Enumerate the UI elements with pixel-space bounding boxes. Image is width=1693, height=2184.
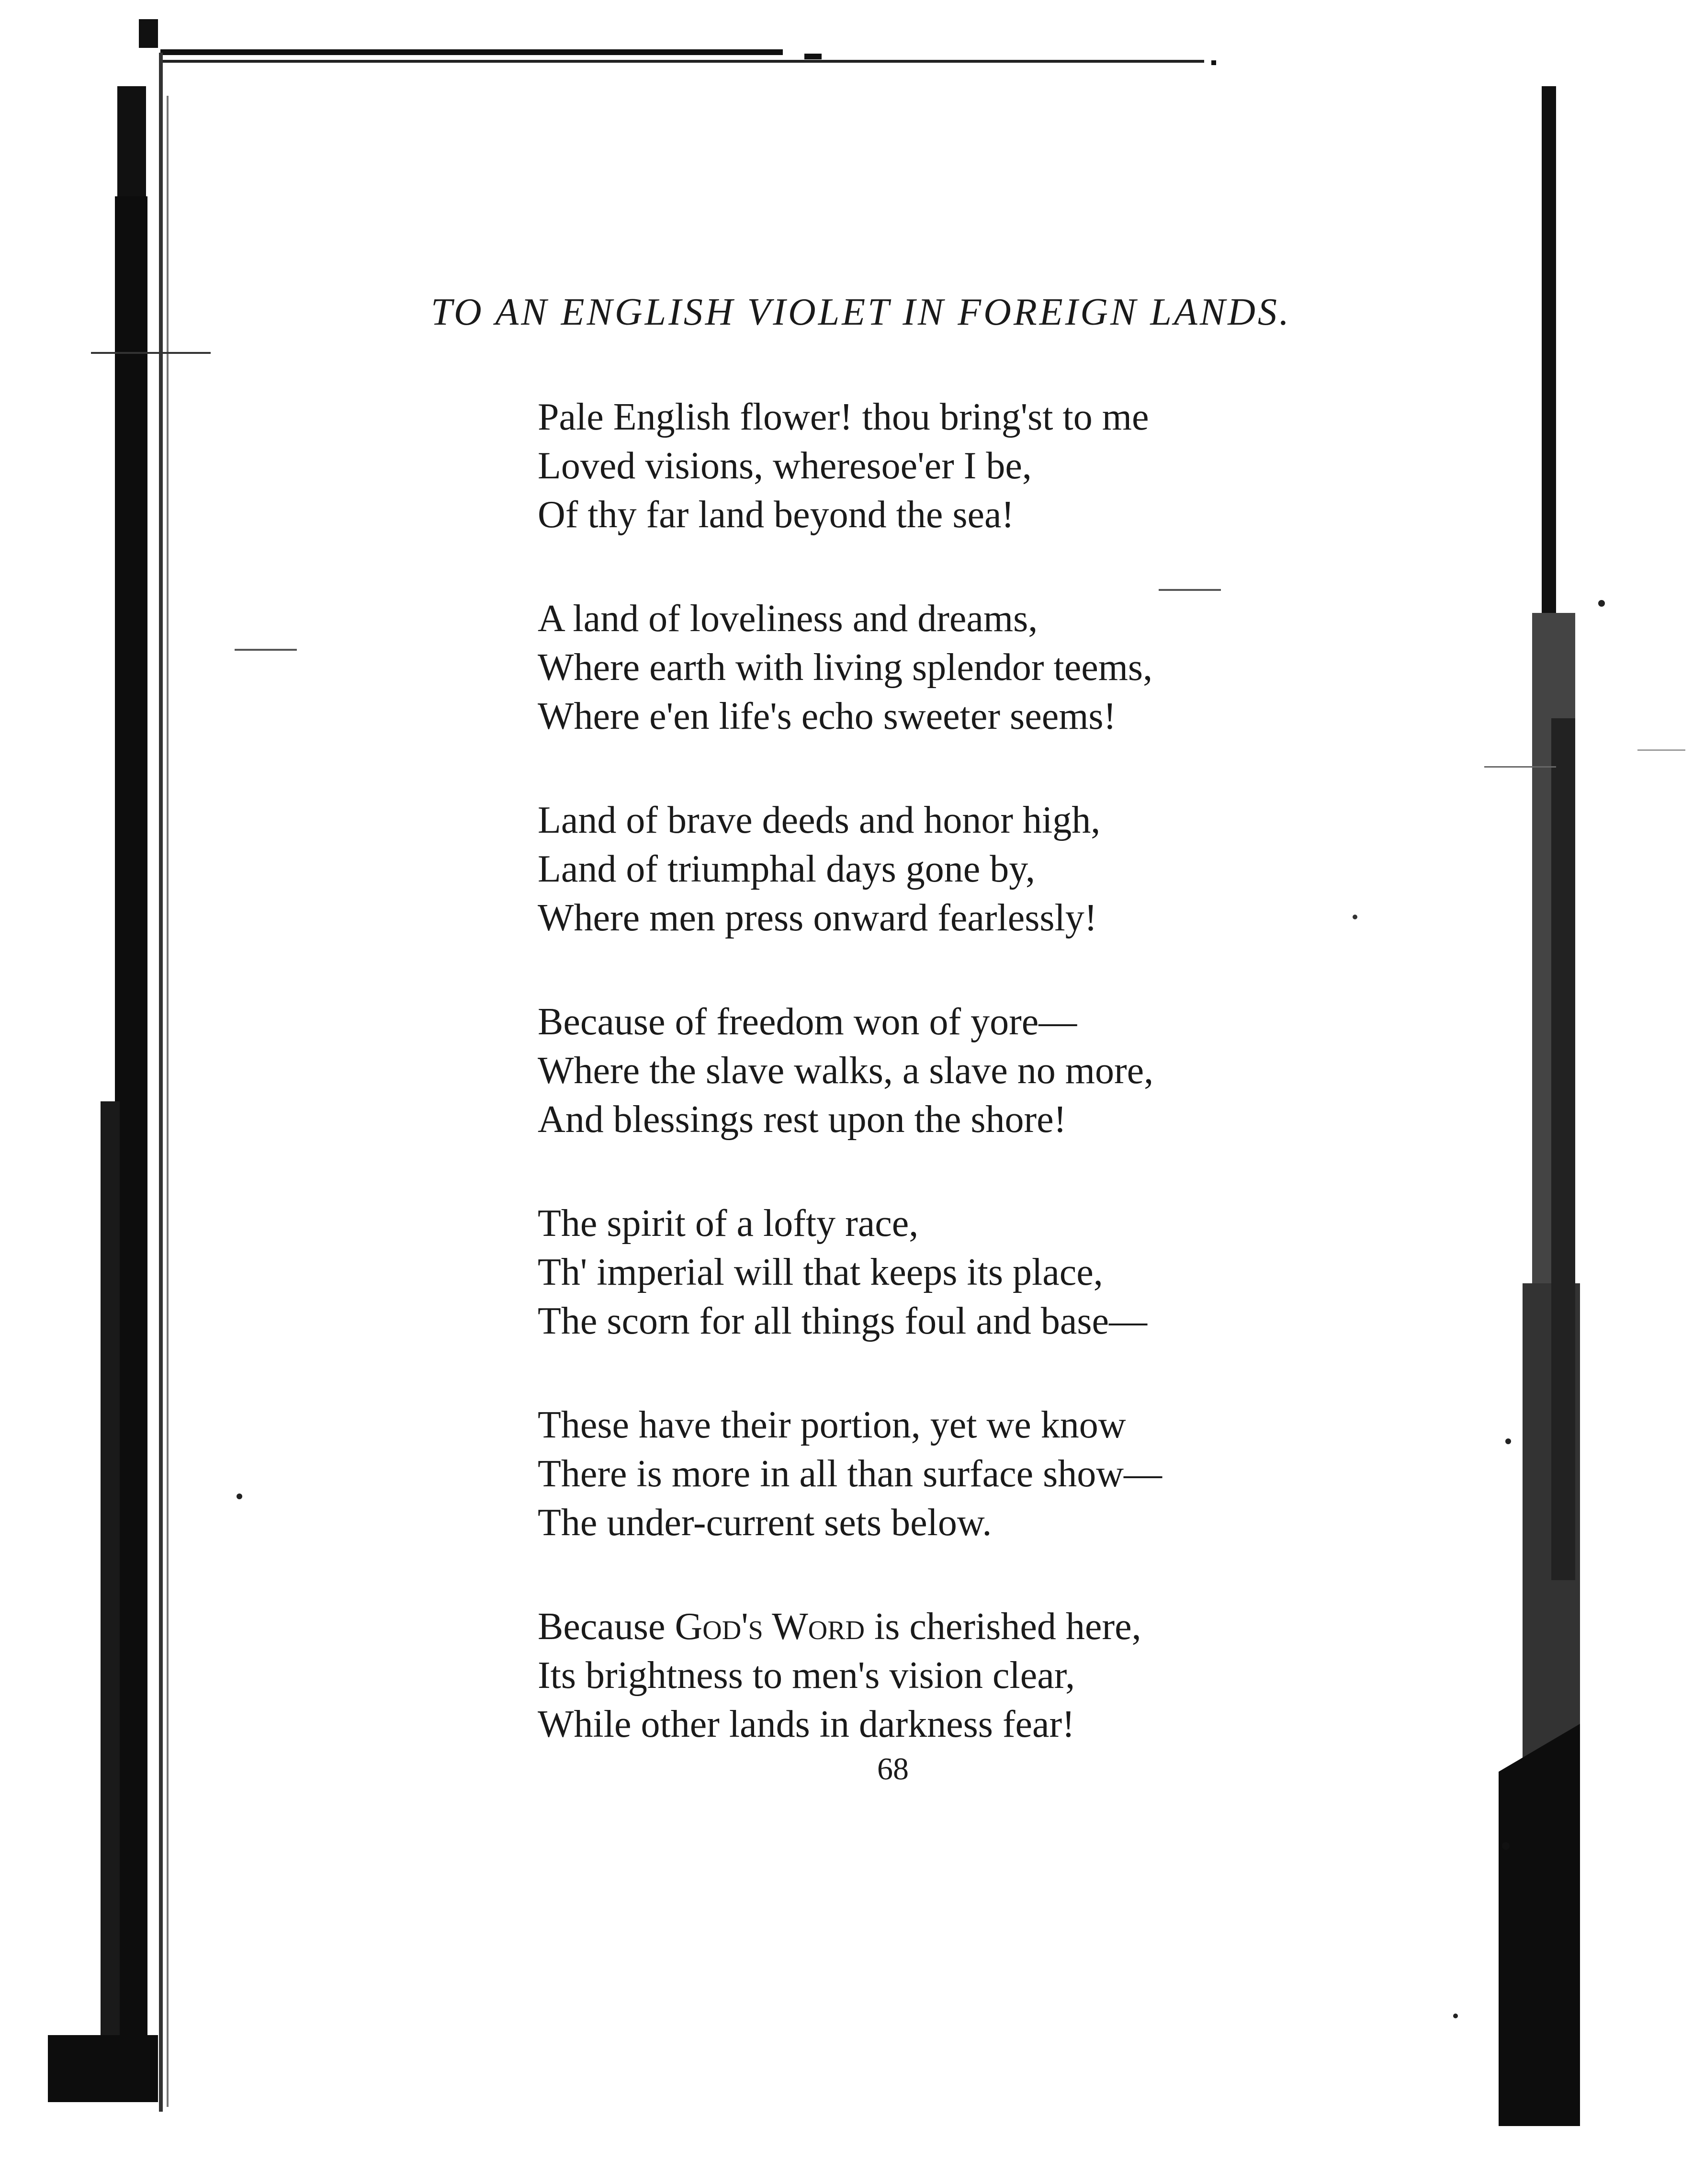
poem-line: A land of loveliness and dreams,	[538, 598, 1038, 640]
poem-line: Its brightness to men's vision clear,	[538, 1654, 1075, 1697]
poem-line: Because of freedom won of yore—	[538, 1001, 1077, 1043]
page-number: 68	[877, 1752, 909, 1787]
poem-line: Pale English flower! thou bring'st to me	[538, 396, 1149, 438]
poem-line: Where earth with living splendor teems,	[538, 646, 1153, 689]
poem-line	[538, 1602, 1328, 1651]
poem-title: TO AN ENGLISH VIOLET IN FOREIGN LANDS.	[431, 291, 1291, 333]
poem-line: And blessings rest upon the shore!	[538, 1098, 1067, 1141]
stanza-3	[538, 796, 1328, 942]
poem-line: While other lands in darkness fear!	[538, 1703, 1075, 1745]
poem-line: There is more in all than surface show—	[538, 1453, 1163, 1495]
stanza-1	[538, 393, 1328, 539]
poem-line: The under-current sets below.	[538, 1502, 992, 1544]
poem-line: The spirit of a lofty race,	[538, 1202, 919, 1245]
stanza-4	[538, 997, 1328, 1144]
poem-line: Land of brave deeds and honor high,	[538, 799, 1101, 841]
poem-line-part: is cherished here,	[865, 1606, 1141, 1648]
poem-line: Land of triumphal days gone by,	[538, 848, 1036, 890]
poem-line: The scorn for all things foul and base—	[538, 1300, 1148, 1342]
stanza-6	[538, 1401, 1328, 1547]
poem-line: Where men press onward fearlessly!	[538, 897, 1097, 939]
poem-line: Loved visions, wheresoe'er I be,	[538, 445, 1032, 487]
poem-line: Of thy far land beyond the sea!	[538, 494, 1015, 536]
poem-line: Where the slave walks, a slave no more,	[538, 1050, 1154, 1092]
stanza-2	[538, 594, 1328, 741]
small-caps-phrase: God's Word	[675, 1606, 865, 1648]
stanza-7	[538, 1602, 1328, 1749]
poem-line-part: Because	[538, 1606, 675, 1648]
poem-line: Where e'en life's echo sweeter seems!	[538, 695, 1117, 737]
stanza-5	[538, 1199, 1328, 1346]
poem-line: Th' imperial will that keeps its place,	[538, 1251, 1103, 1293]
poem-body	[538, 393, 1328, 1749]
poem-line: These have their portion, yet we know	[538, 1404, 1126, 1446]
